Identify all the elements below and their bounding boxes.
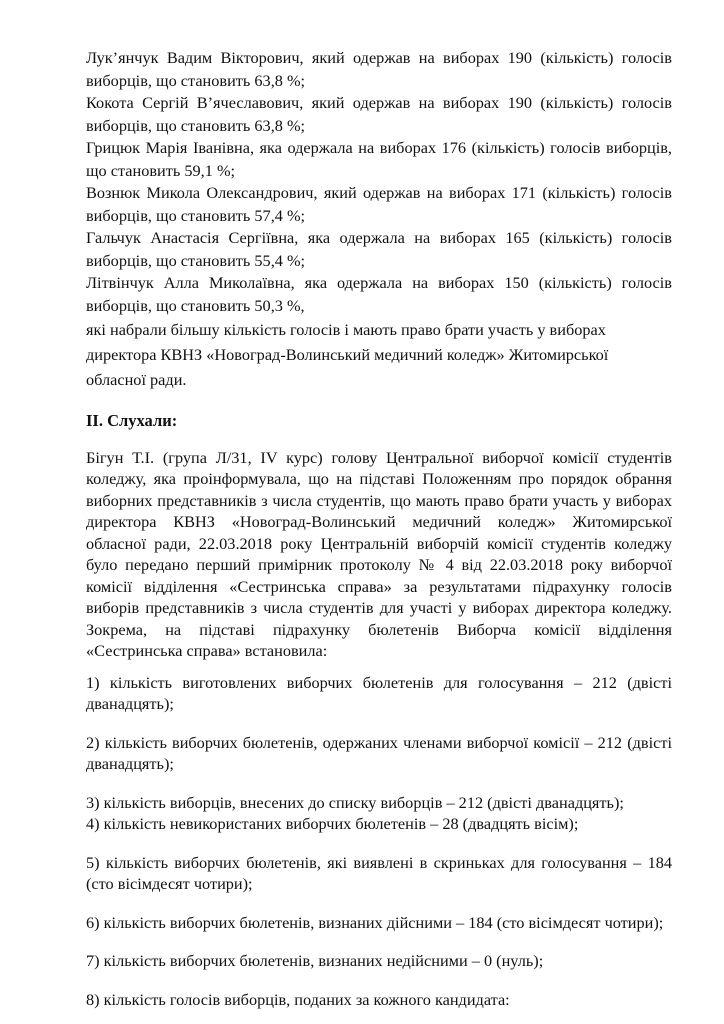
candidate-entry: Літвінчук Алла Миколаївна, яка одержала на виборах 150 (кількість) голосів виборців, що становить 50,3 %, bbox=[86, 273, 672, 315]
conclusion-line: директора КВНЗ «Новоград-Волинський медичний коледж» Житомирської bbox=[86, 345, 609, 364]
result-item: 1) кількість виготовлених виборчих бюлетенів для голосування – 212 (двісті дванадцять); bbox=[86, 672, 672, 713]
conclusion-text bbox=[86, 317, 672, 392]
candidate-entry: Гальчук Анастасія Сергіївна, яка одержала на виборах 165 (кількість) голосів виборців, що становить 55,4 %; bbox=[86, 228, 672, 270]
section-paragraph: Бігун Т.І. (група Л/31, IV курс) голову Центральної виборчої комісії студентів коледжу, яка проінформувала, що на підставі Положенням про порядок обрання виборних представників з числа студентів, що мають право брати участь у виборах директора КВНЗ «Новоград-Волинський медичний коледж» Житомирської обласної ради, 22.03.2018 року Центральній виборчій комісії студентів коледжу було передано перший примірник протоколу № 4 від 22.03.2018 року виборчої комісії відділення «Сестринська справа» за результатами підрахунку голосів виборів представників з числа студентів для участі у виборах директора коледжу. Зокрема, на підставі підрахунку бюлетенів Виборча комісії відділення «Сестринська справа» встановила: bbox=[86, 447, 672, 660]
conclusion-line: які набрали більшу кількість голосів і мають право брати участь у виборах bbox=[86, 320, 606, 339]
result-item: 4) кількість невикористаних виборчих бюлетенів – 28 (двадцять вісім); bbox=[86, 814, 579, 833]
candidate-entry: Вознюк Микола Олександрович, який одержав на виборах 171 (кількість) голосів виборців, що становить 57,4 %; bbox=[86, 183, 672, 225]
result-item: 3) кількість виборців, внесених до списку виборців – 212 (двісті дванадцять); bbox=[86, 792, 624, 812]
result-item: 2) кількість виборчих бюлетенів, одержаних членами виборчої комісії – 212 (двісті дванадцять); bbox=[86, 732, 672, 773]
result-item: 7) кількість виборчих бюлетенів, визнаних недійсними – 0 (нуль); bbox=[86, 951, 544, 970]
candidate-entry: Кокота Сергій В’ячеславович, який одержав на виборах 190 (кількість) голосів виборців, що становить 63,8 %; bbox=[86, 93, 672, 135]
candidate-entry: Грицюк Марія Іванівна, яка одержала на виборах 176 (кількість) голосів виборців, що становить 59,1 %; bbox=[86, 138, 672, 180]
results-list bbox=[86, 672, 672, 1011]
section-heading: ІІ. Слухали: bbox=[86, 411, 178, 430]
conclusion-line: обласної ради. bbox=[86, 370, 187, 389]
result-item: 8) кількість голосів виборців, поданих за кожного кандидата: bbox=[86, 989, 510, 1009]
candidate-list bbox=[86, 47, 672, 317]
result-item: 6) кількість виборчих бюлетенів, визнаних дійсними – 184 (сто вісімдесят чотири); bbox=[86, 912, 664, 932]
result-item: 5) кількість виборчих бюлетенів, які виявлені в скриньках для голосування – 184 (сто вісімдесят чотири); bbox=[86, 852, 672, 893]
candidate-entry: Лук’янчук Вадим Вікторович, який одержав на виборах 190 (кількість) голосів виборців, що становить 63,8 %; bbox=[86, 48, 672, 90]
document-page bbox=[86, 47, 672, 1010]
